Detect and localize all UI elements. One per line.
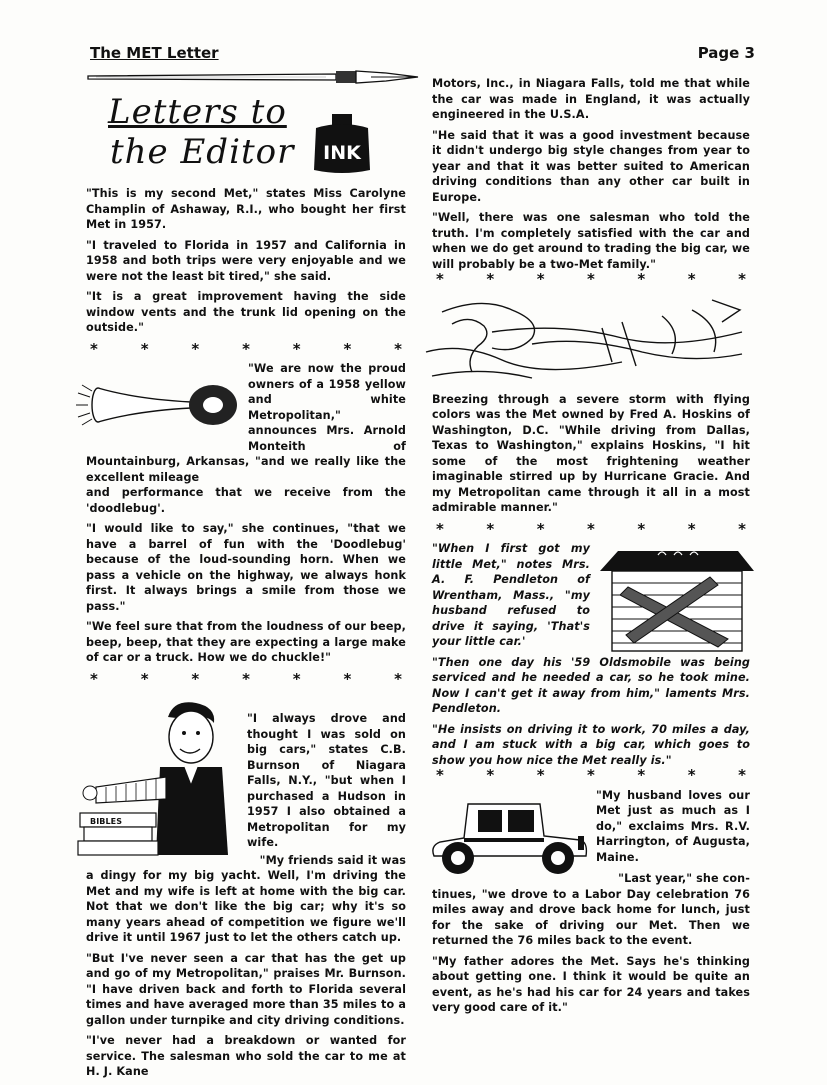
ink-label: INK xyxy=(323,142,361,164)
title-line-1: Letters to xyxy=(108,92,287,132)
paragraph: "My husband loves our Met just as much as I do," exclaims Mrs. R.V. Harrington, of Augusta, Maine. xyxy=(596,788,750,864)
paragraph: "We feel sure that from the loudness of our beep, beep, beep, that they are expecting a large make of car or a truck. How we do chuckle!" xyxy=(86,620,406,664)
paragraph: "I traveled to Florida in 1957 and California in 1958 and both trips were very enjoyable and we were not the least bit tired," she said. xyxy=(86,238,406,283)
paragraph: "He said that it was a good investment because it didn't undergo big style changes from year to year and that it was better suited to American driving conditions than any other car built in Europe. xyxy=(432,128,750,204)
paragraph: "Then one day his '59 Oldsmobile was being serviced and he needed a car, so he took mine. Now I can't get it away from him," laments Mrs. Pendleton. xyxy=(432,655,750,715)
paragraph: "He insists on driving it to work, 70 miles a day, and I am stuck with a big car, which goes to show you how nice the Met really is." xyxy=(432,722,750,767)
garage-illustration xyxy=(598,543,756,653)
paragraph: "I always drove and thought I was sold on big cars," states C.B. Burnson of Niagara Falls, N.Y., "but when I purchased a Hudson in 1957 I also obtained a Metropolitan for my wife. xyxy=(247,712,406,849)
paragraph: Motors, Inc., in Niagara Falls, told me that while the car was made in England, it was actually engineered in the U.S.A. xyxy=(432,77,750,121)
paragraph: "I've never had a breakdown or wanted for service. The salesman who sold the car to me at H. J. Kane xyxy=(86,1034,406,1078)
paragraph: tinues, "we drove to a Labor Day celebration 76 miles away and drove back home for lunch, just for the sake of driving our Met. Then we returned the 76 miles back to the event. xyxy=(432,887,750,947)
pen-icon xyxy=(86,66,421,88)
paragraph: "This is my second Met," states Miss Carolyne Champlin of Ashaway, R.I., who bought her first Met in 1957. xyxy=(86,187,406,231)
man-with-books-illustration xyxy=(76,695,241,865)
paragraph: "It is a great improvement having the side window vents and the trunk lid opening on the outside." xyxy=(86,290,406,334)
books-label: BIBLES xyxy=(90,817,123,826)
star-divider: * * * * * * * xyxy=(436,766,746,784)
right-column xyxy=(432,76,750,1021)
star-divider: * * * * * * * xyxy=(436,270,746,288)
paragraph: Breezing through a severe storm with flying colors was the Met owned by Fred A. Hoskins of Washington, D.C. "While driving from Dallas, Texas to Washington," explains Hoskins, "I hit some of the most frightening weather imaginable stirred up by Hurricane Gracie. And my Metropolitan came through it all in a most admirable manner." xyxy=(432,392,750,514)
paragraph: "We are now the proud owners of a 1958 yellow and white Metropolitan," announces Mrs. Arnold Monteith of Mountainburg, Arkansas, "and we really like the excellent mileage xyxy=(86,362,406,484)
vintage-car-illustration xyxy=(428,796,590,878)
paragraph: "Well, there was one salesman who told the truth. I'm completely satisfied with the car and when we do get around to trading the big car, we will probably be a two-Met family." xyxy=(432,211,750,271)
left-column xyxy=(86,186,406,1085)
star-divider: * * * * * * * xyxy=(90,339,402,358)
paragraph: "My friends said it was xyxy=(259,853,406,867)
ink-bottle-icon xyxy=(308,114,376,174)
paragraph: "But I've never seen a car that has the get up and go of my Metropolitan," praises Mr. Burnson. "I have driven back and forth to Florida several times and have averaged more than 35 miles to a gallon under turnpike and city driving conditions. xyxy=(86,951,406,1027)
paragraph: "Last year," she con- xyxy=(618,872,750,885)
storm-illustration xyxy=(422,292,750,384)
title-line-2: the Editor xyxy=(110,132,295,172)
star-divider: * * * * * * * xyxy=(90,669,402,688)
horn-illustration xyxy=(76,371,244,441)
paragraph: "My father adores the Met. Says he's thinking about getting one. I think it would be quite an event, as he's had his car for 24 years and takes very good care of it." xyxy=(432,954,750,1014)
paragraph: "I would like to say," she continues, "that we have a barrel of fun with the 'Doodlebug' because of the loud-sounding horn. When we pass a vehicle on the highway, we always honk first. It always brings a smile from those we pass." xyxy=(86,522,406,613)
paragraph: and performance that we receive from the 'doodlebug'. xyxy=(86,486,406,515)
page-title xyxy=(108,92,308,172)
star-divider: * * * * * * * xyxy=(436,519,746,538)
paragraph: "When I first got my little Met," notes Mrs. A. F. Pendleton of Wrentham, Mass., "my husband refused to drive it saying, 'That's your little car.' xyxy=(432,542,590,648)
newsletter-name: The MET Letter xyxy=(90,44,219,62)
page-number: Page 3 xyxy=(697,44,755,62)
paragraph: a dingy for my big yacht. Well, I'm driving the Met and my wife is left at home with the big car. Not that we don't like the big car; why it's so many years ahead of competition we figure we'll drive it until 1967 just to let the others catch up. xyxy=(86,869,406,944)
